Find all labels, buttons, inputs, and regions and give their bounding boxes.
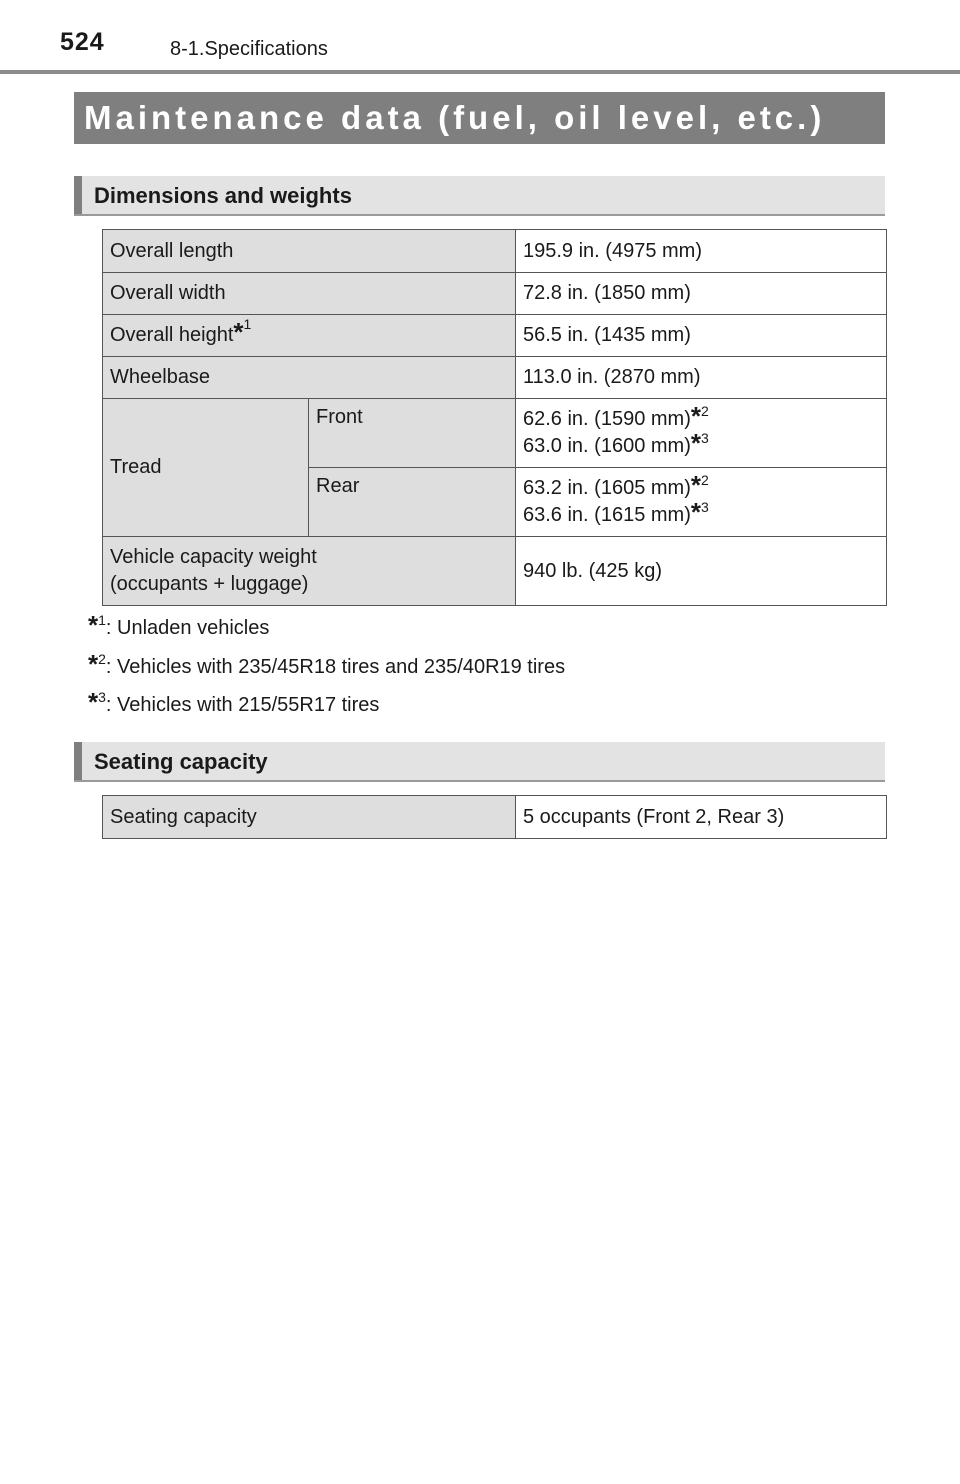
footnote-1 [88,610,270,640]
tread-front-value-a: 62.6 in. (1590 mm) [523,408,691,430]
tread-rear-value-a: 63.2 in. (1605 mm) [523,477,691,499]
footnote-text: : Unladen vehicles [105,617,270,639]
seating-table [102,795,887,839]
seating-heading [74,742,885,782]
table-row [103,537,887,606]
footnote-3 [88,687,380,717]
tread-rear-value-b: 63.6 in. (1615 mm) [523,504,691,526]
overall-length-label: Overall length [103,230,516,273]
footnote-2 [88,649,566,679]
footnote-asterisk: * [690,401,701,431]
section-breadcrumb: 8-1.Specifications [170,38,328,60]
footnote-asterisk: * [88,649,99,679]
overall-length-value: 195.9 in. (4975 mm) [516,230,887,273]
overall-height-label: Overall height [110,324,234,346]
page-title: Maintenance data (fuel, oil level, etc.) [74,92,885,144]
wheelbase-label: Wheelbase [103,357,516,399]
seating-heading-text: Seating capacity [94,749,268,774]
tread-front-label: Front [309,399,516,468]
capacity-weight-label [103,537,516,606]
footnote-asterisk: * [690,428,701,458]
seating-capacity-value: 5 occupants (Front 2, Rear 3) [516,796,887,839]
capacity-weight-value: 940 lb. (425 kg) [516,537,887,606]
footnote-asterisk: * [233,317,244,347]
dimensions-table [102,229,887,606]
table-row [103,230,887,273]
dimensions-heading [74,176,885,216]
capacity-weight-label-line2: (occupants + luggage) [110,573,309,595]
footnote-ref: 3 [700,499,709,515]
tread-front-value-b: 63.0 in. (1600 mm) [523,435,691,457]
footnote-asterisk: * [88,610,99,640]
table-row [103,315,887,357]
overall-width-value: 72.8 in. (1850 mm) [516,273,887,315]
seating-capacity-label: Seating capacity [103,796,516,839]
wheelbase-value: 113.0 in. (2870 mm) [516,357,887,399]
table-row [103,796,887,839]
footnote-ref: 3 [700,430,709,446]
overall-width-label: Overall width [103,273,516,315]
capacity-weight-label-line1: Vehicle capacity weight [110,546,317,568]
footnote-number: 1 [98,612,106,628]
overall-height-value: 56.5 in. (1435 mm) [516,315,887,357]
header-divider [0,70,960,74]
footnote-ref: 2 [700,472,709,488]
footnote-text: : Vehicles with 215/55R17 tires [105,694,380,716]
dimensions-heading-text: Dimensions and weights [94,183,352,208]
table-row [103,399,887,468]
table-row [103,273,887,315]
overall-height-cell [103,315,516,357]
tread-rear-value [516,468,887,537]
footnote-number: 3 [98,689,106,705]
table-row [103,357,887,399]
page-number: 524 [60,28,105,56]
footnote-ref: 2 [700,403,709,419]
footnote-text: : Vehicles with 235/45R18 tires and 235/40R19 tires [105,656,566,678]
tread-rear-label: Rear [309,468,516,537]
footnote-asterisk: * [690,470,701,500]
tread-label: Tread [103,399,309,537]
page-header [0,0,960,76]
footnote-number: 2 [98,651,106,667]
footnote-ref: 1 [243,316,252,332]
footnote-asterisk: * [88,687,99,717]
footnote-asterisk: * [690,497,701,527]
tread-front-value [516,399,887,468]
